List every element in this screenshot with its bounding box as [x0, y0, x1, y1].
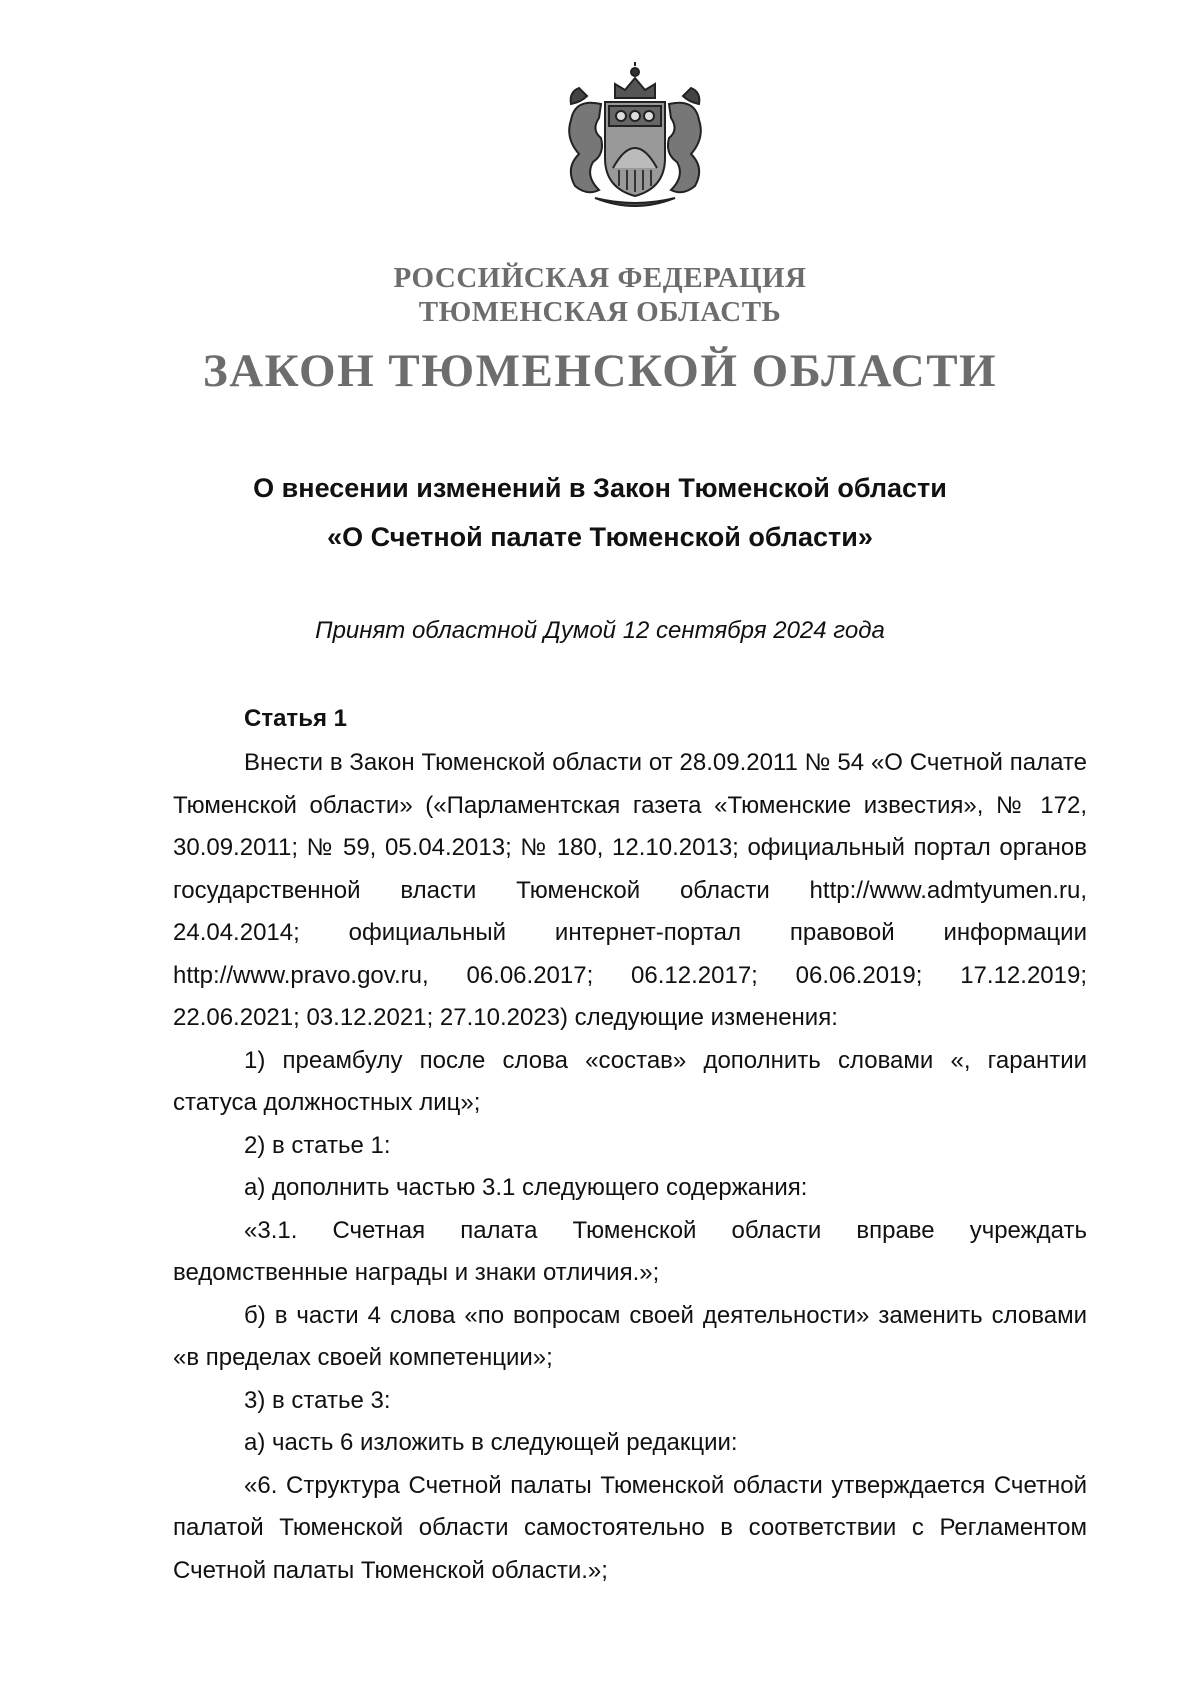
document-type: ЗАКОН ТЮМЕНСКОЙ ОБЛАСТИ	[202, 345, 998, 397]
paragraph: 3) в статье 3:	[244, 1386, 391, 1414]
paragraph: Внести в Закон Тюменской области от 28.09.2011 № 54 «О Счетной палате Тюменской области» («Парламентская газета «Тюменские известия», № 172, 30.09.2011; № 59, 05.04.2013; № 180, 12.10.2013; официальный портал органов государственной власти Тюменской области http://www.admtyumen.ru, 24.04.2014; официальный интернет-портал правовой информации http://www.pravo.gov.ru, 06.06.2017; 06.12.2017; 06.06.2019; 17.12.2019; 22.06.2021; 03.12.2021; 27.10.2023) следующие изменения:	[173, 749, 1087, 1031]
coat-of-arms-icon	[535, 58, 735, 218]
country-name: РОССИЙСКАЯ ФЕДЕРАЦИЯ	[393, 262, 807, 294]
law-title-line-2: «О Счетной палате Тюменской области»	[327, 522, 873, 552]
paragraph: а) часть 6 изложить в следующей редакции:	[244, 1429, 738, 1456]
paragraph: «3.1. Счетная палата Тюменской области вправе учреждать ведомственные награды и знаки отличия.»;	[173, 1216, 1087, 1286]
article-body	[173, 742, 1087, 1592]
paragraph: а) дополнить частью 3.1 следующего содержания:	[244, 1174, 808, 1201]
region-name: ТЮМЕНСКАЯ ОБЛАСТЬ	[418, 296, 782, 328]
adoption-note: Принят областной Думой 12 сентября 2024 года	[315, 617, 885, 644]
paragraph: б) в части 4 слова «по вопросам своей деятельности» заменить словами «в пределах своей компетенции»;	[173, 1301, 1087, 1371]
paragraph: 1) преамбулу после слова «состав» дополнить словами «, гарантии статуса должностных лиц»;	[173, 1046, 1087, 1116]
law-title-line-1: О внесении изменений в Закон Тюменской области	[253, 473, 947, 503]
paragraph: 2) в статье 1:	[244, 1131, 391, 1159]
paragraph: «6. Структура Счетной палаты Тюменской области утверждается Счетной палатой Тюменской области самостоятельно в соответствии с Регламентом Счетной палаты Тюменской области.»;	[173, 1471, 1087, 1584]
article-heading: Статья 1	[244, 705, 347, 732]
